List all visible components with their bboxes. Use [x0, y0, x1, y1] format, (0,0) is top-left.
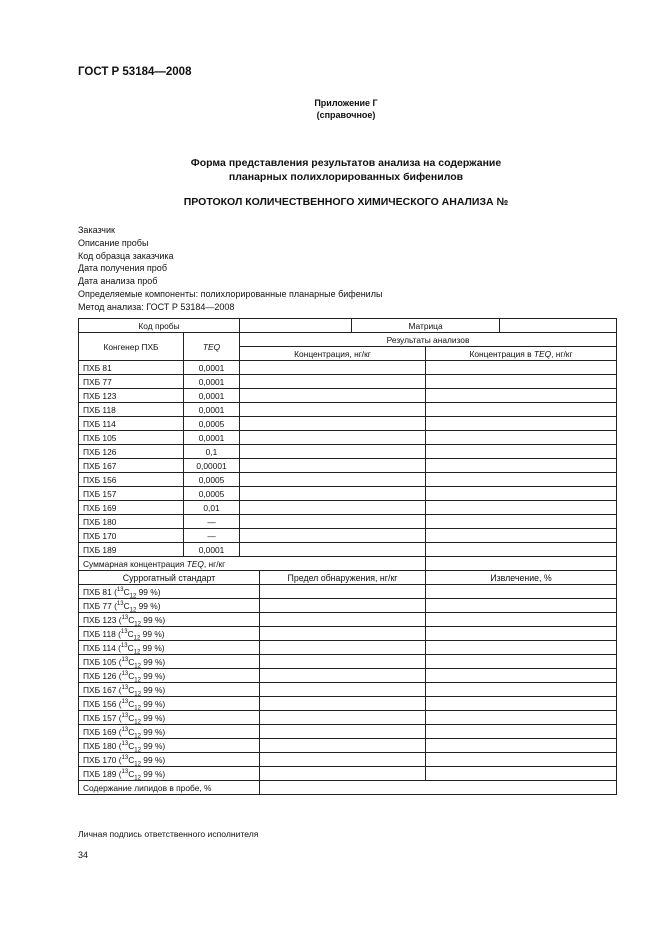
concentration-cell[interactable]: [240, 501, 426, 515]
table-row: [79, 697, 617, 711]
isotope-purity: 99 %: [143, 670, 163, 681]
isotope-purity: 99 %: [142, 628, 162, 639]
isotope-element: C: [128, 684, 135, 695]
congener-name: ПХБ 167: [79, 459, 184, 473]
isotope-purity: 99 %: [143, 740, 163, 751]
isotope-element: C: [128, 726, 135, 737]
recovery-cell[interactable]: [426, 599, 617, 613]
teq-sum-prefix: Суммарная концентрация: [83, 558, 187, 569]
isotope-mass: 13: [121, 614, 129, 621]
teq-factor: —: [184, 529, 240, 543]
detection-limit-cell[interactable]: [260, 767, 426, 781]
surrogate-congener: ПХБ 123: [83, 614, 117, 625]
isotope-element: C: [123, 586, 130, 597]
surrogate-header: Суррогатный стандарт: [79, 571, 260, 585]
teq-factor: 0,1: [184, 445, 240, 459]
surrogate-spacer-cell: [240, 697, 260, 711]
isotope-count: 12: [134, 663, 141, 669]
teq-header: TEQ: [184, 333, 240, 361]
recovery-cell[interactable]: [426, 585, 617, 599]
surrogate-congener: ПХБ 157: [83, 712, 117, 723]
table-row: [79, 473, 617, 487]
detection-limit-cell[interactable]: [260, 655, 426, 669]
isotope-mass: 13: [121, 740, 129, 747]
table-row: [79, 389, 617, 403]
isotope-mass: 13: [121, 768, 129, 775]
detection-limit-header: Предел обнаружения, нг/кг: [260, 571, 426, 585]
teq-factor: 0,0005: [184, 473, 240, 487]
surrogate-spacer-cell: [240, 753, 260, 767]
protocol-fields: [78, 224, 382, 314]
matrix-cell[interactable]: [500, 319, 617, 333]
concentration-teq-cell[interactable]: [426, 403, 617, 417]
teq-factor: 0,0001: [184, 375, 240, 389]
surrogate-spacer-cell: [240, 739, 260, 753]
isotope-count: 12: [133, 649, 141, 655]
table-row: [79, 403, 617, 417]
recovery-cell[interactable]: [426, 697, 617, 711]
detection-limit-cell[interactable]: [260, 725, 426, 739]
table-row: [79, 585, 617, 599]
surrogate-congener: ПХБ 105: [83, 656, 117, 667]
surrogate-congener: ПХБ 156: [83, 698, 117, 709]
congener-name: ПХБ 126: [79, 445, 184, 459]
concentration-teq-cell[interactable]: [426, 543, 617, 557]
table-row: [79, 641, 617, 655]
concentration-teq-cell[interactable]: [426, 361, 617, 375]
concentration-cell[interactable]: [240, 515, 426, 529]
table-row: [79, 767, 617, 781]
congener-name: ПХБ 123: [79, 389, 184, 403]
isotope-count: 12: [134, 761, 141, 767]
surrogate-name: ПХБ 77 ($^{13}C_{12}$ 99 %): [79, 599, 240, 613]
isotope-count: 12: [134, 733, 141, 739]
recovery-cell[interactable]: [426, 641, 617, 655]
field-components: Определяемые компоненты: полихлорированные планарные бифенилы: [78, 288, 383, 299]
isotope-purity: 99 %: [138, 586, 158, 597]
table-row: [79, 515, 617, 529]
surrogate-spacer-cell: [240, 585, 260, 599]
isotope-purity: 99 %: [143, 712, 163, 723]
concentration-teq-cell[interactable]: [426, 417, 617, 431]
recovery-cell[interactable]: [426, 753, 617, 767]
congener-name: ПХБ 77: [79, 375, 184, 389]
sample-code-cell[interactable]: [240, 319, 352, 333]
table-row: [79, 333, 617, 347]
isotope-purity: 99 %: [143, 656, 163, 667]
isotope-purity: 99 %: [143, 768, 163, 779]
isotope-element: C: [123, 600, 130, 611]
congener-name: ПХБ 157: [79, 487, 184, 501]
surrogate-name: ПХБ 170 ($^{13}C_{12}$ 99 %): [79, 753, 240, 767]
congener-name: ПХБ 114: [79, 417, 184, 431]
isotope-mass: 13: [121, 656, 129, 663]
congener-header: Конгенер ПХБ: [79, 333, 184, 361]
signature-line: Личная подпись ответственного исполнителя: [78, 829, 259, 839]
teq-factor: 0,0005: [184, 487, 240, 501]
sample-code-label: Код пробы: [79, 319, 240, 333]
surrogate-congener: ПХБ 170: [83, 754, 117, 765]
congener-name: ПХБ 81: [79, 361, 184, 375]
table-row: [79, 543, 617, 557]
teq-sum-suffix: , нг/кг: [203, 558, 226, 569]
teq-sum-label: [79, 557, 426, 571]
concentration-teq-cell[interactable]: [426, 389, 617, 403]
field-method: Метод анализа: ГОСТ Р 53184—2008: [78, 301, 235, 312]
table-row: [79, 669, 617, 683]
concentration-cell[interactable]: [240, 487, 426, 501]
congener-name: ПХБ 170: [79, 529, 184, 543]
isotope-purity: 99 %: [143, 698, 163, 709]
page-number: 34: [78, 850, 89, 860]
surrogate-name: ПХБ 157 ($^{13}C_{12}$ 99 %): [79, 711, 240, 725]
protocol-title: ПРОТОКОЛ КОЛИЧЕСТВЕННОГО ХИМИЧЕСКОГО АНАЛИЗА №: [183, 196, 509, 208]
concentration-teq-cell[interactable]: [426, 459, 617, 473]
table-row: [79, 487, 617, 501]
matrix-label: Матрица: [352, 319, 500, 333]
detection-limit-cell[interactable]: [260, 753, 426, 767]
isotope-element: C: [128, 656, 135, 667]
concentration-teq-abbr: TEQ: [533, 348, 552, 359]
teq-factor: 0,00001: [184, 459, 240, 473]
field-analysis-date: Дата анализа проб: [78, 276, 158, 287]
isotope-purity: 99 %: [143, 684, 163, 695]
recovery-cell[interactable]: [426, 655, 617, 669]
isotope-count: 12: [134, 621, 141, 627]
concentration-teq-cell[interactable]: [426, 529, 617, 543]
table-row: [79, 781, 617, 795]
results-table: [78, 318, 617, 795]
recovery-cell[interactable]: [426, 767, 617, 781]
isotope-purity: 99 %: [143, 754, 163, 765]
surrogate-congener: ПХБ 189: [83, 768, 117, 779]
table-row: [79, 655, 617, 669]
concentration-cell[interactable]: [240, 459, 426, 473]
isotope-element: C: [127, 628, 134, 639]
teq-factor: 0,0001: [184, 431, 240, 445]
surrogate-congener: ПХБ 81: [83, 586, 112, 597]
table-row: [79, 613, 617, 627]
surrogate-congener: ПХБ 77: [83, 600, 112, 611]
isotope-mass: 13: [121, 684, 129, 691]
isotope-count: 12: [134, 677, 141, 683]
appendix-heading: [0, 97, 661, 121]
table-row: [79, 361, 617, 375]
surrogate-spacer-cell: [240, 669, 260, 683]
concentration-teq-cell[interactable]: [426, 515, 617, 529]
teq-factor: 0,0001: [184, 543, 240, 557]
isotope-count: 12: [134, 775, 141, 781]
recovery-header: Извлечение, %: [426, 571, 617, 585]
concentration-cell[interactable]: [240, 543, 426, 557]
isotope-count: 12: [129, 593, 137, 599]
isotope-mass: 13: [116, 586, 124, 593]
surrogate-name: ПХБ 81 ($^{13}C_{12}$ 99 %): [79, 585, 240, 599]
surrogate-spacer-cell: [240, 725, 260, 739]
concentration-teq-cell[interactable]: [426, 501, 617, 515]
table-row: [79, 501, 617, 515]
isotope-element: C: [128, 614, 135, 625]
detection-limit-cell[interactable]: [260, 627, 426, 641]
isotope-count: 12: [133, 635, 141, 641]
isotope-purity: 99 %: [142, 642, 162, 653]
isotope-count: 12: [134, 691, 141, 697]
concentration-cell[interactable]: [240, 403, 426, 417]
appendix-title: Приложение Г: [314, 98, 378, 108]
detection-limit-cell[interactable]: [260, 683, 426, 697]
appendix-note: (справочное): [316, 110, 376, 120]
isotope-mass: 13: [120, 628, 128, 635]
document-header: ГОСТ Р 53184—2008: [78, 66, 192, 78]
concentration-header: Концентрация, нг/кг: [240, 347, 426, 361]
concentration-teq-cell[interactable]: [426, 375, 617, 389]
table-row: [79, 725, 617, 739]
surrogate-congener: ПХБ 118: [83, 628, 116, 639]
recovery-cell[interactable]: [426, 627, 617, 641]
surrogate-spacer-cell: [240, 683, 260, 697]
isotope-count: 12: [134, 719, 141, 725]
concentration-teq-header: [426, 347, 617, 361]
surrogate-spacer-cell: [240, 711, 260, 725]
detection-limit-cell[interactable]: [260, 669, 426, 683]
surrogate-spacer-cell: [240, 599, 260, 613]
surrogate-spacer-cell: [240, 655, 260, 669]
isotope-element: C: [128, 670, 135, 681]
table-row: [79, 711, 617, 725]
table-row: [79, 753, 617, 767]
isotope-count: 12: [134, 705, 141, 711]
isotope-mass: 13: [121, 670, 129, 677]
table-row: [79, 627, 617, 641]
table-row: [79, 431, 617, 445]
concentration-teq-cell[interactable]: [426, 445, 617, 459]
teq-factor: —: [184, 515, 240, 529]
concentration-teq-suffix: , нг/кг: [551, 348, 573, 359]
table-row: [79, 445, 617, 459]
detection-limit-cell[interactable]: [260, 711, 426, 725]
table-row: [79, 683, 617, 697]
concentration-cell[interactable]: [240, 445, 426, 459]
recovery-cell[interactable]: [426, 669, 617, 683]
teq-factor: 0,0001: [184, 403, 240, 417]
teq-factor: 0,0001: [184, 361, 240, 375]
congener-name: ПХБ 169: [79, 501, 184, 515]
detection-limit-cell[interactable]: [260, 585, 426, 599]
form-title-line1: Форма представления результатов анализа на содержание: [190, 157, 502, 169]
isotope-mass: 13: [121, 726, 129, 733]
isotope-mass: 13: [116, 600, 124, 607]
concentration-cell[interactable]: [240, 375, 426, 389]
surrogate-name: ПХБ 123 ($^{13}C_{12}$ 99 %): [79, 613, 240, 627]
isotope-mass: 13: [121, 754, 129, 761]
table-row: [79, 599, 617, 613]
teq-factor: 0,01: [184, 501, 240, 515]
surrogate-congener: ПХБ 114: [83, 642, 116, 653]
isotope-purity: 99 %: [143, 726, 163, 737]
isotope-count: 12: [129, 607, 137, 613]
table-row: [79, 557, 617, 571]
surrogate-spacer-cell: [240, 627, 260, 641]
surrogate-name: ПХБ 114 ($^{13}C_{12}$ 99 %): [79, 641, 240, 655]
recovery-cell[interactable]: [426, 613, 617, 627]
concentration-cell[interactable]: [240, 389, 426, 403]
table-row: [79, 375, 617, 389]
isotope-mass: 13: [120, 642, 128, 649]
isotope-purity: 99 %: [138, 600, 158, 611]
teq-factor: 0,0001: [184, 389, 240, 403]
concentration-teq-cell[interactable]: [426, 473, 617, 487]
teq-factor: 0,0005: [184, 417, 240, 431]
isotope-element: C: [127, 642, 134, 653]
concentration-cell[interactable]: [240, 529, 426, 543]
surrogate-spacer-cell: [240, 613, 260, 627]
surrogate-congener: ПХБ 180: [83, 740, 117, 751]
surrogate-congener: ПХБ 126: [83, 670, 117, 681]
isotope-mass: 13: [121, 712, 129, 719]
field-receipt-date: Дата получения проб: [78, 263, 167, 274]
detection-limit-cell[interactable]: [260, 599, 426, 613]
surrogate-name: ПХБ 169 ($^{13}C_{12}$ 99 %): [79, 725, 240, 739]
congener-name: ПХБ 118: [79, 403, 184, 417]
teq-sum-value[interactable]: [426, 557, 617, 571]
recovery-cell[interactable]: [426, 739, 617, 753]
lipid-label: Содержание липидов в пробе, %: [79, 781, 260, 795]
concentration-teq-cell[interactable]: [426, 487, 617, 501]
detection-limit-cell[interactable]: [260, 613, 426, 627]
recovery-cell[interactable]: [426, 711, 617, 725]
concentration-cell[interactable]: [240, 417, 426, 431]
results-header: Результаты анализов: [240, 333, 617, 347]
detection-limit-cell[interactable]: [260, 697, 426, 711]
form-title-line2: планарных полихлорированных бифенилов: [228, 171, 464, 183]
isotope-mass: 13: [121, 698, 129, 705]
congener-name: ПХБ 180: [79, 515, 184, 529]
field-customer-sample-code: Код образца заказчика: [78, 250, 174, 261]
surrogate-name: ПХБ 126 ($^{13}C_{12}$ 99 %): [79, 669, 240, 683]
table-row: [79, 529, 617, 543]
isotope-element: C: [128, 754, 135, 765]
surrogate-congener: ПХБ 169: [83, 726, 117, 737]
congener-name: ПХБ 189: [79, 543, 184, 557]
teq-sum-abbr: TEQ: [186, 558, 204, 569]
concentration-teq-prefix: Концентрация в: [469, 348, 534, 359]
surrogate-name: ПХБ 189 ($^{13}C_{12}$ 99 %): [79, 767, 240, 781]
detection-limit-cell[interactable]: [260, 739, 426, 753]
surrogate-name: ПХБ 180 ($^{13}C_{12}$ 99 %): [79, 739, 240, 753]
isotope-element: C: [128, 768, 135, 779]
surrogate-spacer-cell: [240, 767, 260, 781]
table-row: [79, 417, 617, 431]
isotope-element: C: [128, 740, 135, 751]
congener-name: ПХБ 156: [79, 473, 184, 487]
isotope-purity: 99 %: [143, 614, 163, 625]
surrogate-name: ПХБ 156 ($^{13}C_{12}$ 99 %): [79, 697, 240, 711]
surrogate-name: ПХБ 167 ($^{13}C_{12}$ 99 %): [79, 683, 240, 697]
detection-limit-cell[interactable]: [260, 641, 426, 655]
lipid-value[interactable]: [260, 781, 617, 795]
field-customer: Заказчик: [78, 225, 115, 235]
concentration-teq-cell[interactable]: [426, 431, 617, 445]
table-row: [79, 571, 617, 585]
concentration-cell[interactable]: [240, 473, 426, 487]
isotope-element: C: [128, 698, 135, 709]
isotope-element: C: [128, 712, 135, 723]
field-sample-description: Описание пробы: [78, 237, 149, 248]
surrogate-name: ПХБ 118 ($^{13}C_{12}$ 99 %): [79, 627, 240, 641]
isotope-count: 12: [134, 747, 141, 753]
concentration-cell[interactable]: [240, 431, 426, 445]
concentration-cell[interactable]: [240, 361, 426, 375]
congener-name: ПХБ 105: [79, 431, 184, 445]
recovery-cell[interactable]: [426, 683, 617, 697]
table-row: [79, 739, 617, 753]
table-row: [79, 319, 617, 333]
table-row: [79, 459, 617, 473]
recovery-cell[interactable]: [426, 725, 617, 739]
form-title: [0, 156, 661, 184]
surrogate-congener: ПХБ 167: [83, 684, 117, 695]
surrogate-spacer-cell: [240, 641, 260, 655]
surrogate-name: ПХБ 105 ($^{13}C_{12}$ 99 %): [79, 655, 240, 669]
